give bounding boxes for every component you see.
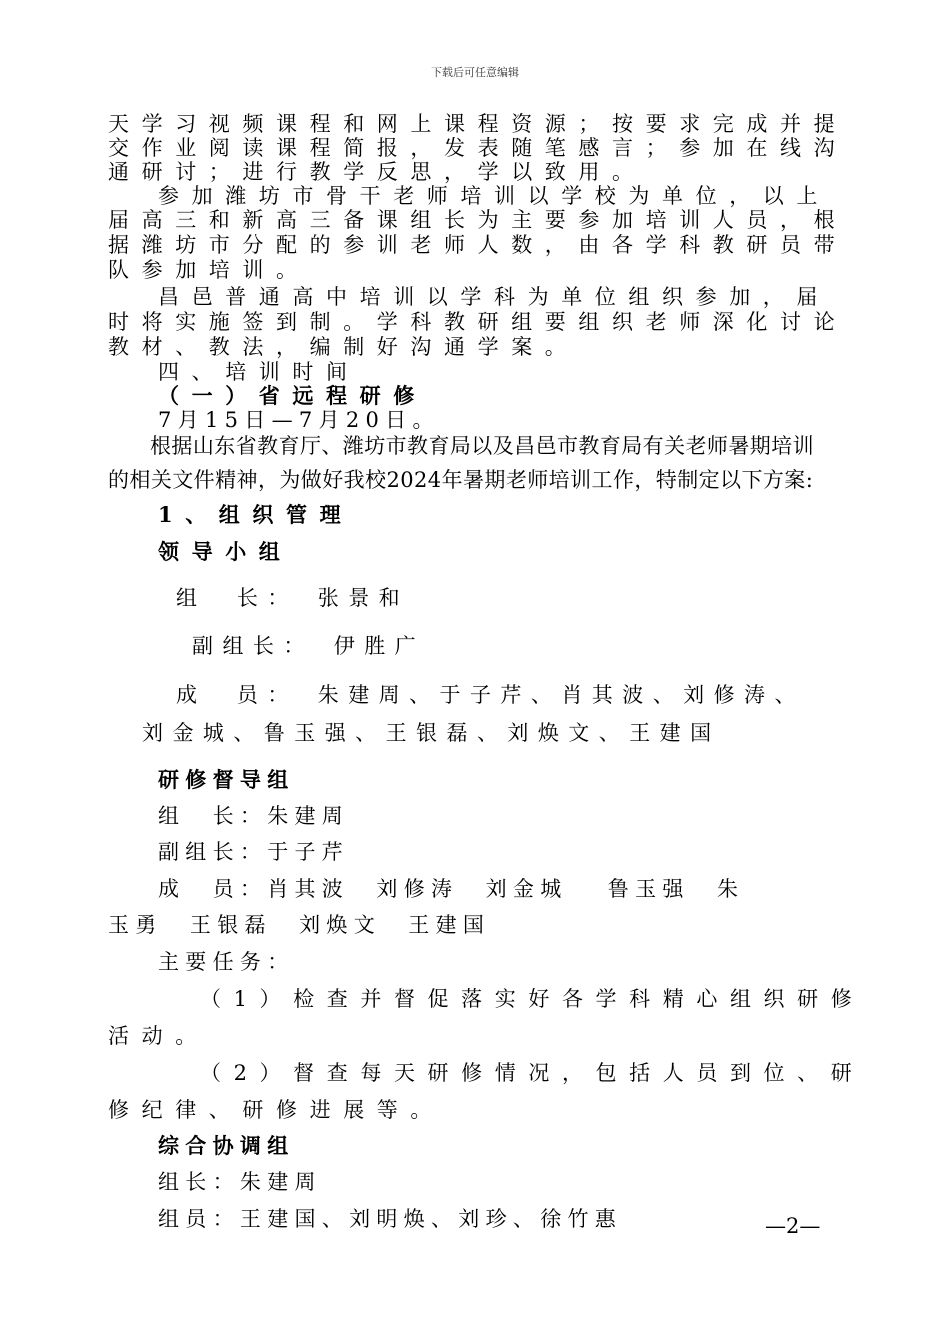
supervision-heading: 研修督导组 — [158, 767, 295, 792]
paragraph-line: 交作业阅读课程简报，发表随笔感言；参加在线沟 — [108, 136, 848, 160]
intro-line: 根据山东省教育厅、潍坊市教育局以及昌邑市教育局有关老师暑期培训 — [150, 434, 815, 458]
section-heading: 四、培训时间 — [158, 360, 360, 384]
supervision-head: 组 长：朱建周 — [158, 804, 350, 828]
paragraph-line: 参加潍坊市骨干老师培训以学校为单位，以上 — [158, 184, 830, 208]
paragraph-line: 通研讨；进行教学反思，学以致用。 — [108, 160, 646, 184]
leader-members: 刘金城、鲁玉强、王银磊、刘焕文、王建国 — [142, 721, 721, 745]
paragraph-line: 队参加培训。 — [108, 258, 310, 282]
coordination-heading: 综合协调组 — [158, 1133, 295, 1158]
leader-deputy: 副组长： 伊胜广 — [192, 634, 426, 658]
coordination-members: 组员：王建国、刘明焕、刘珍、徐竹惠 — [158, 1207, 623, 1231]
paragraph-line: 时将实施签到制。学科教研组要组织老师深化讨论 — [108, 310, 848, 334]
tasks-label: 主要任务： — [158, 950, 295, 974]
subsection-heading: （一）省远程研修 — [158, 383, 427, 408]
page-number: —2— — [765, 1214, 821, 1238]
training-date: 7月15日—7月20日。 — [158, 408, 440, 432]
task-line: （2）督查每天研修情况，包括人员到位、研 — [200, 1061, 865, 1085]
paragraph-line: 据潍坊市分配的参训老师人数，由各学科教研员带 — [108, 233, 848, 257]
header-note: 下载后可任意编辑 — [431, 66, 519, 79]
paragraph-line: 天学习视频课程和网上课程资源；按要求完成并提 — [108, 112, 848, 136]
org-heading: 1、组织管理 — [158, 502, 354, 527]
task-line: 活动。 — [108, 1024, 209, 1048]
supervision-members: 成 员：肖其波 刘修涛 刘金城 鲁玉强 朱 — [158, 877, 745, 901]
supervision-deputy: 副组长：于子芹 — [158, 840, 350, 864]
paragraph-line: 届高三和新高三备课组长为主要参加培训人员，根 — [108, 208, 848, 232]
task-line: 修纪律、研修进展等。 — [108, 1098, 444, 1122]
supervision-members: 玉勇 王银磊 刘焕文 王建国 — [108, 913, 491, 937]
task-line: （1）检查并督促落实好各学科精心组织研修 — [200, 987, 865, 1011]
leader-head: 组 长： 张景和 — [176, 586, 410, 610]
intro-line: 的相关文件精神，为做好我校2024年暑期老师培训工作，特制定以下方案: — [108, 468, 814, 492]
paragraph-line: 教材、教法，编制好沟通学案。 — [108, 335, 579, 359]
coordination-head: 组长：朱建周 — [158, 1170, 322, 1194]
paragraph-line: 昌邑普通高中培训以学科为单位组织参加，届 — [158, 285, 830, 309]
leader-members: 成 员： 朱建周、于子芹、肖其波、刘修涛、 — [176, 683, 805, 707]
leader-group-heading: 领导小组 — [158, 539, 293, 564]
